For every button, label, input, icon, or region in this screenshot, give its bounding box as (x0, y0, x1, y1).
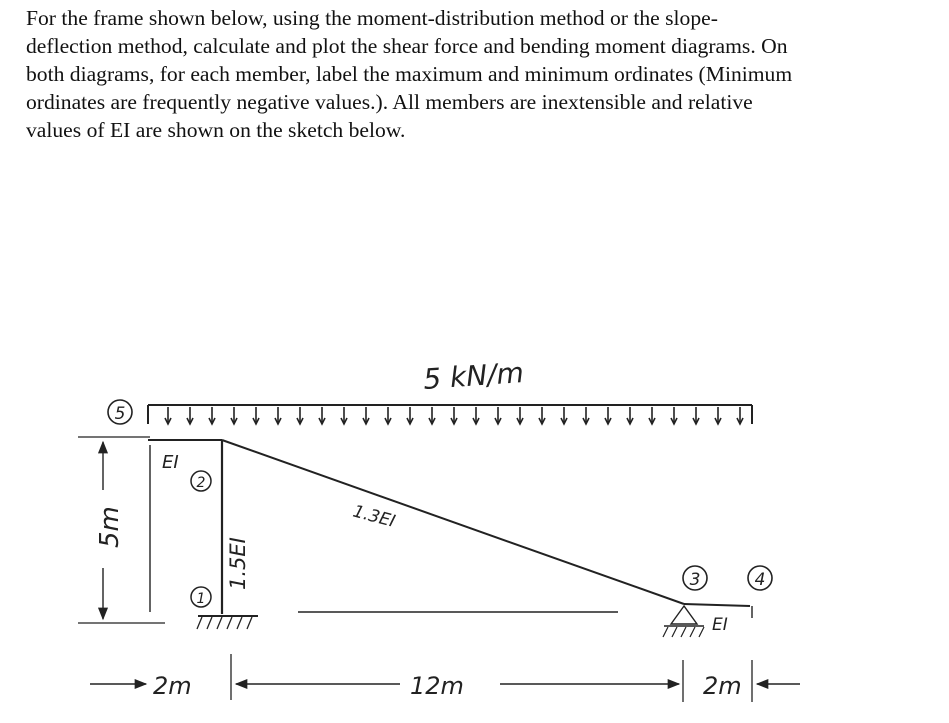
top-member-label: EI (162, 452, 179, 473)
fixed-support-icon (197, 616, 258, 629)
node-3-marker (683, 566, 707, 590)
problem-line-5: values of EI are shown on the sketch below. (26, 118, 406, 142)
node-3-label: 3 (689, 570, 701, 590)
sloped-member-label: 1.3EI (350, 501, 398, 532)
right-span-label: 2m (703, 672, 742, 700)
column-label: 1.5EI (226, 537, 250, 590)
node-2-marker (191, 471, 211, 491)
overhang-label: EI (712, 615, 728, 635)
distributed-load (148, 405, 752, 424)
pin-support-icon (663, 606, 704, 637)
node-5-marker (108, 400, 132, 424)
load-label: 5 kN/m (422, 356, 525, 396)
node-2-label: 2 (196, 475, 206, 491)
problem-line-1: For the frame shown below, using the moment-distribution method or the slope- (26, 6, 718, 30)
sloped-member (222, 440, 684, 604)
problem-line-2: deflection method, calculate and plot the shear force and bending moment diagrams. On (26, 34, 788, 58)
span-dimensions (90, 654, 800, 702)
node-5-label: 5 (114, 404, 126, 424)
node-4-label: 4 (754, 570, 766, 590)
node-1-marker (191, 587, 211, 607)
node-4-marker (748, 566, 772, 590)
main-span-label: 12m (410, 672, 464, 700)
height-dimension (78, 437, 165, 623)
node-1-label: 1 (196, 591, 206, 607)
overhang-member (684, 604, 750, 606)
problem-line-3: both diagrams, for each member, label the maximum and minimum ordinates (Minimum (26, 62, 793, 86)
left-span-label: 2m (153, 672, 192, 700)
height-label: 5m (95, 506, 125, 548)
problem-line-4: ordinates are frequently negative values.). All members are inextensible and relative (26, 90, 753, 114)
